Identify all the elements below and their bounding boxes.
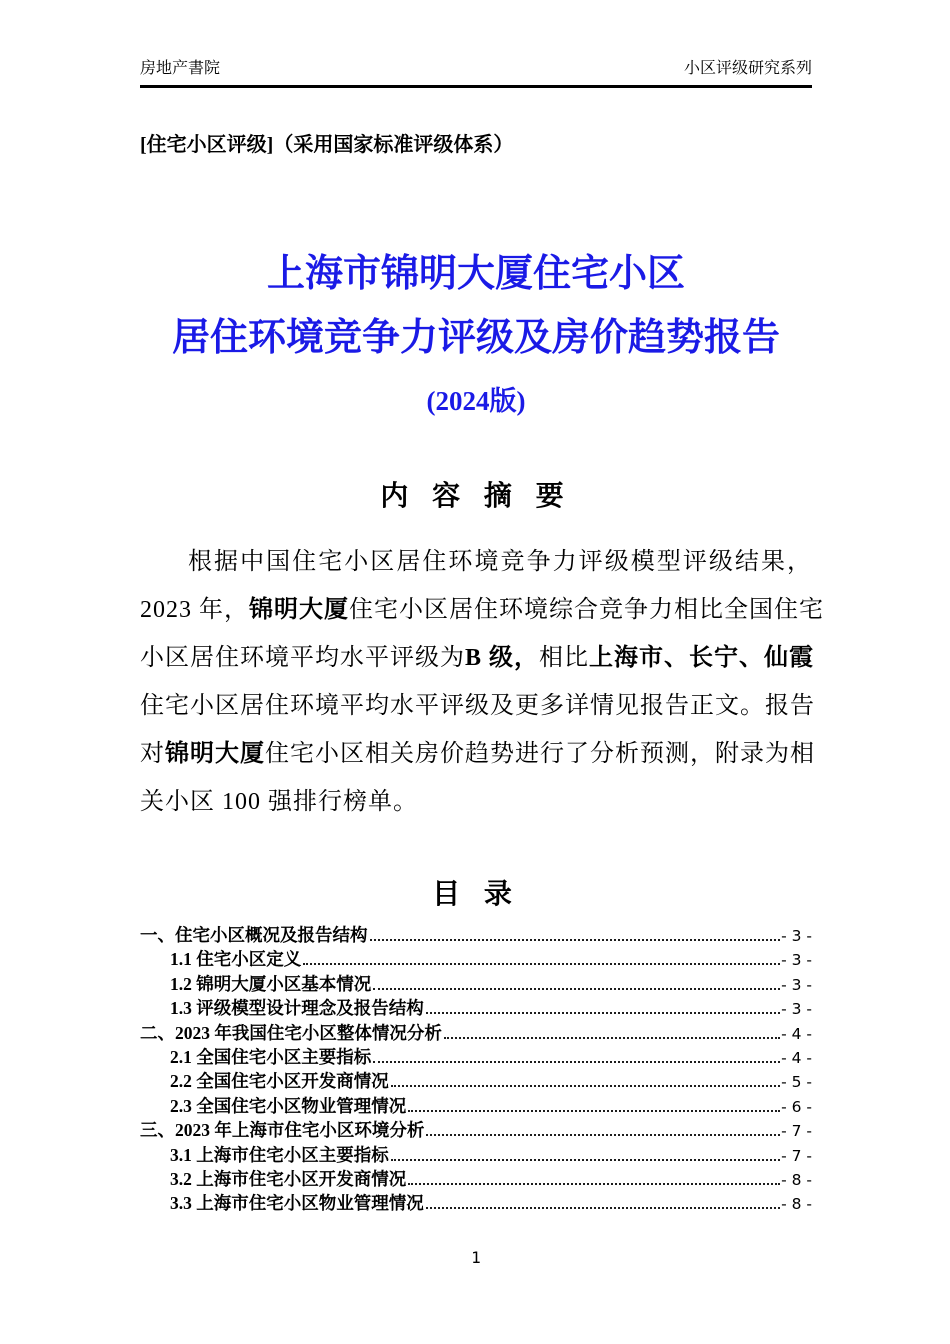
toc-dot-leader: [426, 1134, 780, 1136]
text-run: 关小区 100 强排行榜单。: [140, 789, 418, 815]
toc-entry-page-number: - 8 -: [781, 1195, 812, 1214]
toc-entry-label: 3.3 上海市住宅小区物业管理情况: [170, 1193, 424, 1214]
toc-entry-page-number: - 4 -: [781, 1048, 812, 1067]
summary-heading: 内 容 摘 要: [380, 480, 572, 511]
summary-paragraph-line: [140, 538, 812, 586]
toc-dot-leader: [426, 1207, 780, 1209]
toc-entry: [140, 946, 812, 970]
text-run: 根据中国住宅小区居住环境竞争力评级模型评级结果，: [188, 549, 812, 575]
toc-entry: [140, 995, 812, 1019]
toc-entry-page-number: - 8 -: [781, 1170, 812, 1189]
toc-entry-page-number: - 6 -: [781, 1097, 812, 1116]
toc-entry-page-number: - 4 -: [781, 1024, 812, 1043]
toc-entry: [140, 1190, 812, 1214]
toc-dot-leader: [408, 1110, 780, 1112]
summary-paragraph-line: [140, 682, 815, 730]
toc-entry-label: 二、2023 年我国住宅小区整体情况分析: [140, 1022, 442, 1043]
toc-entry-label: 2.1 全国住宅小区主要指标: [170, 1046, 372, 1067]
report-title-line1: 上海市锦明大厦住宅小区: [266, 253, 685, 295]
toc-entry-label: 1.2 锦明大厦小区基本情况: [170, 973, 372, 994]
toc-entry: [140, 1166, 812, 1190]
text-run: 住宅小区居住环境综合竞争力相比全国住宅: [349, 597, 824, 623]
toc-entry-label: 1.3 评级模型设计理念及报告结构: [170, 998, 424, 1019]
toc-entry: [140, 1068, 812, 1092]
paragraph-line-text: [140, 597, 824, 623]
report-edition: (2024版): [426, 386, 526, 416]
toc-entry: [140, 1020, 812, 1044]
bold-run: B 级，: [465, 645, 540, 671]
toc-entry-label: 3.1 上海市住宅小区主要指标: [170, 1144, 389, 1165]
toc-entry-page-number: - 3 -: [781, 927, 812, 945]
table-of-contents: [140, 922, 812, 1215]
toc-entry-page-number: - 7 -: [781, 1122, 812, 1141]
text-run: 对: [140, 741, 165, 767]
toc-entry-label: 三、2023 年上海市住宅小区环境分析: [140, 1120, 425, 1141]
toc-entry-page-number: - 7 -: [781, 1146, 812, 1165]
paragraph-line-text: [140, 741, 815, 767]
toc-entry: [140, 1093, 812, 1117]
toc-entry: [140, 922, 812, 946]
toc-dot-leader: [373, 1061, 780, 1063]
paragraph-line-text: [188, 549, 812, 575]
paragraph-line-text: [140, 645, 814, 671]
toc-entry-label: 一、住宅小区概况及报告结构: [140, 925, 368, 945]
bold-run: 锦明大厦: [165, 741, 265, 767]
text-run: 2023 年，: [140, 597, 249, 623]
toc-entry-label: 1.1 住宅小区定义: [170, 949, 302, 970]
summary-paragraph-line: [140, 730, 815, 778]
toc-entry-label: 3.2 上海市住宅小区开发商情况: [170, 1168, 407, 1189]
summary-paragraph-line: [140, 634, 815, 682]
bold-run: 锦明大厦: [249, 597, 349, 623]
toc-entry: [140, 971, 812, 995]
toc-dot-leader: [426, 1012, 780, 1014]
header-right-text: 小区评级研究系列: [683, 60, 812, 77]
toc-dot-leader: [370, 939, 781, 941]
toc-entry: [140, 1044, 812, 1068]
toc-dot-leader: [391, 1159, 780, 1161]
running-header: [140, 58, 812, 88]
report-tagline: [住宅小区评级]（采用国家标准评级体系）: [140, 134, 514, 156]
toc-entry: [140, 1117, 812, 1141]
page-number: 1: [471, 1247, 481, 1267]
toc-entry-page-number: - 5 -: [781, 1073, 812, 1092]
header-left-text: 房地产書院: [140, 60, 221, 77]
text-run: 相比: [539, 645, 590, 671]
toc-dot-leader: [303, 963, 780, 965]
toc-entry-page-number: - 3 -: [781, 1000, 812, 1019]
summary-paragraph-line: [140, 778, 812, 826]
toc-entry-page-number: - 3 -: [781, 951, 812, 970]
paragraph-line-text: [140, 693, 815, 719]
report-title-line2: 居住环境竞争力评级及房价趋势报告: [171, 317, 780, 359]
toc-entry-label: 2.3 全国住宅小区物业管理情况: [170, 1095, 407, 1116]
toc-dot-leader: [408, 1183, 780, 1185]
toc-entry-page-number: - 3 -: [781, 975, 812, 994]
paragraph-line-text: [140, 789, 418, 815]
summary-paragraph-line: [140, 586, 824, 634]
toc-entry-label: 2.2 全国住宅小区开发商情况: [170, 1071, 389, 1092]
toc-dot-leader: [373, 988, 780, 990]
text-run: 小区居住环境平均水平评级为: [140, 645, 465, 671]
toc-dot-leader: [444, 1037, 780, 1039]
text-run: 住宅小区居住环境平均水平评级及更多详情见报告正文。报告: [140, 693, 815, 719]
bold-run: 上海市、长宁、仙霞: [589, 645, 815, 671]
toc-heading: 目 录: [432, 878, 520, 909]
toc-dot-leader: [391, 1085, 780, 1087]
text-run: 住宅小区相关房价趋势进行了分析预测，附录为相: [265, 741, 815, 767]
summary-paragraph: [140, 538, 824, 826]
toc-entry: [140, 1142, 812, 1166]
